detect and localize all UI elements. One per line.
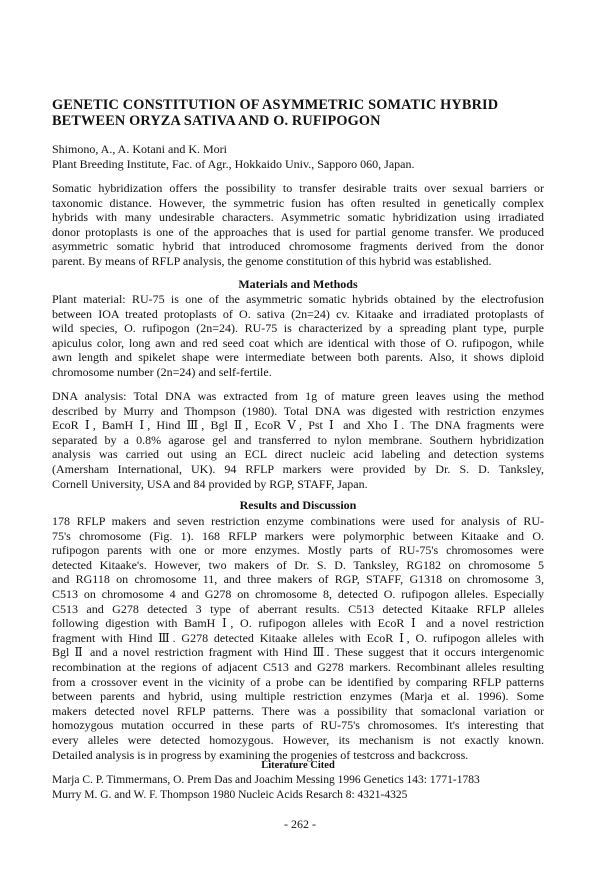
reference-item: Marja C. P. Timmermans, O. Prem Das and Joachim Messing 1996 Genetics 143: 1771-1783 <box>52 774 480 786</box>
results-paragraph <box>52 514 544 762</box>
text-line: homozygous mutation occurred in these parts of RU-75's chromosomes. It's interesting that <box>52 718 544 733</box>
text-line: every alleles were detected homozygous. However, its mechanism is not exactly known. <box>52 732 544 747</box>
materials-paragraph-2 <box>52 389 544 491</box>
reference-list <box>52 773 552 802</box>
text-line: Cornell University, USA and 84 provided by RGP, STAFF, Japan. <box>52 476 368 491</box>
literature-heading: Literature Cited <box>261 760 335 771</box>
text-line: separated by a 0.8% agarose gel and transferred to nylon membrane. Southern hybridization <box>52 432 544 447</box>
text-line: 178 RFLP makers and seven restriction enzyme combinations were used for analysis of RU- <box>52 514 544 528</box>
title-line-2: BETWEEN ORYZA SATIVA AND O. RUFIPOGON <box>52 113 381 129</box>
text-line: analysis was carried out using an ECL direct nucleic acid labeling and detection systems <box>52 447 544 462</box>
text-line: from a crossover event in the vicinity of a probe can be identified by comparing RFLP patterns <box>52 674 544 689</box>
text-line: between IOA treated protoplasts of O. sativa (2n=24) cv. Kitaake and irradiated protoplasts of <box>52 306 544 321</box>
reference-item: Murry M. G. and W. F. Thompson 1980 Nucleic Acids Resarch 8: 4321-4325 <box>52 788 408 801</box>
page-number: - 262 - <box>284 817 316 831</box>
text-line: fragment with Hind Ⅲ. G278 detected Kitaake alleles with EcoR Ⅰ, O. rufipogon alleles with <box>52 630 544 645</box>
intro-paragraph <box>52 181 544 269</box>
text-line: wild species, O. rufipogon (2n=24). RU-75 is characterized by a spreading plant type, purple <box>52 321 544 336</box>
results-heading: Results and Discussion <box>239 498 357 512</box>
text-line: taxonomic distance. However, the symmetric fusion has often resulted in genetically complex <box>52 195 544 210</box>
text-line: Plant material: RU-75 is one of the asymmetric somatic hybrids obtained by the electrofusion <box>52 292 544 306</box>
author-block <box>52 142 562 172</box>
text-line: parent. By means of RFLP analysis, the genome constitution of this hybrid was established. <box>52 253 492 268</box>
paper-title <box>52 97 562 129</box>
text-line: donor protoplasts is one of the approaches that is used for partial genome transfer. We produced <box>52 224 544 239</box>
text-line: C513 on chromosome 4 and G278 on chromosome 8, detected O. rufipogon alleles. Especially <box>52 586 544 601</box>
text-line: Somatic hybridization offers the possibility to transfer desirable traits over sexual barriers or <box>52 181 544 195</box>
text-line: EcoR Ⅰ, BamH Ⅰ, Hind Ⅲ, Bgl Ⅱ, EcoR Ⅴ, Pst Ⅰ and Xho Ⅰ. The DNA fragments were <box>52 418 544 433</box>
text-line: makers detected novel RFLP patterns. There was a possibility that somaclonal variation or <box>52 703 544 718</box>
text-line: detected Kitaake's. However, two makers of Dr. S. D. Tanksley, RG182 on chromosome 5 <box>52 557 544 572</box>
text-line: and RG118 on chromosome 11, and three makers of RGP, STAFF, G1318 on chromosome 3, <box>52 572 544 587</box>
text-line: 75's chromosome (Fig. 1). 168 RFLP markers were polymorphic between Kitaake and O. <box>52 528 544 543</box>
text-line: asymmetric somatic hybrid that introduced chromosome fragments derived from the donor <box>52 239 544 254</box>
text-line: C513 and G278 detected 3 type of aberrant results. C513 detected Kitaake RFLP alleles <box>52 601 544 616</box>
author-affiliation: Plant Breeding Institute, Fac. of Agr., Hokkaido Univ., Sapporo 060, Japan. <box>52 157 415 171</box>
author-names: Shimono, A., A. Kotani and K. Mori <box>52 142 228 156</box>
text-line: awn length and spikelet shape were intermediate between both parents. Also, it shows diploid <box>52 350 544 365</box>
text-line: described by Murry and Thompson (1980). Total DNA was digested with restriction enzymes <box>52 403 544 418</box>
text-line: DNA analysis: Total DNA was extracted from 1g of mature green leaves using the method <box>52 389 544 403</box>
text-line: following digestion with BamH Ⅰ, O. rufipogon alleles with EcoR Ⅰ and a novel restriction <box>52 616 544 631</box>
text-line: rufipogon parents with one or more enzymes. Mostly parts of RU-75's chromosomes were <box>52 543 544 558</box>
materials-paragraph-1 <box>52 292 544 380</box>
text-line: hybrids with many undesirable characters. Asymmetric somatic hybridization using irradiated <box>52 210 544 225</box>
text-line: between parents and hybrid, using multiple restriction enzymes (Marja et al. 1996). Some <box>52 689 544 704</box>
text-line: recombination at the regions of adjacent C513 and G278 markers. Recombinant alleles resulting <box>52 659 544 674</box>
text-line: Bgl Ⅱ and a novel restriction fragment with Hind Ⅲ. These suggest that it occurs intergenomic <box>52 645 544 660</box>
title-line-1: GENETIC CONSTITUTION OF ASYMMETRIC SOMATIC HYBRID <box>52 97 499 113</box>
text-line: chromosome number (2n=24) and self-fertile. <box>52 364 272 379</box>
text-line: Detailed analysis is in progress by examining the progenies of testcross and backcross. <box>52 747 469 762</box>
materials-heading: Materials and Methods <box>238 277 358 291</box>
text-line: (Amersham International, UK). 94 RFLP markers were provided by Dr. S. D. Tanksley, <box>52 461 544 476</box>
text-line: apiculus color, long awn and red seed coat which are identical with those of O. rufipogon, while <box>52 335 544 350</box>
